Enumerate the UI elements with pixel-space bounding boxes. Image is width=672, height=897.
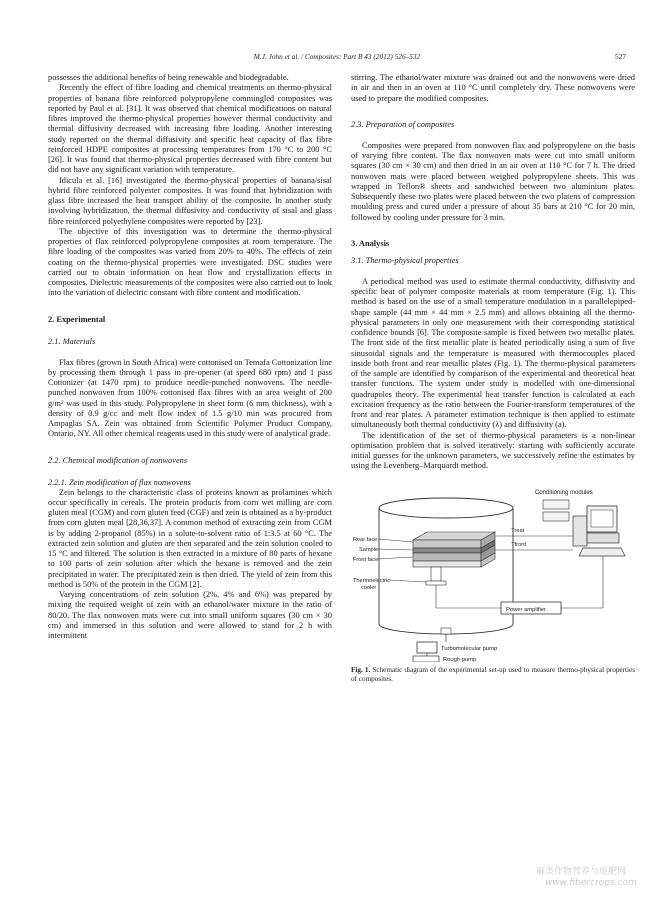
subsubsection-heading: 2.2.1. Zein modification of flax nonwovens — [48, 477, 191, 487]
turbomolecular-pump-label: Turbomolecular pump — [441, 645, 498, 652]
paragraph: Recently the effect of fibre loading and chemical treatments on thermo-physical properties of banana fibre reinforced polypropylene commingled composites was reported by Paul et al. [31]. It was observed that chemical modifications on natural fibres improved the thermo-physical properties however thermal conductivity and thermal diffusivity decreased with increasing fibre loading. Another interesting study reported on the thermal diffusivity and specific heat capacity of flax fibre reinforced HDPE composites at processing temperatures from 170 °C to 200 °C [26]. It was found that thermo-physical properties decreased with fibre content but did not have any significant variation with temperature. — [48, 83, 332, 175]
thermoelectric-label: Thermoelectric — [353, 577, 390, 584]
paragraph: The identification of the set of thermo-physical parameters is a non-linear optimisation problem that is solved iteratively: starting with sufficiently accurate initial guesses for the unknown parameters, we successively refine the estimates by using the Levenberg–Marquardt method. — [351, 430, 635, 471]
figure-caption — [351, 666, 635, 684]
subsection-heading: 2.3. Preparation of composites — [351, 119, 455, 129]
paragraph: Flax fibres (grown in South Africa) were cottonised on Temafa Cottonization line by processing them through 1 pass in pre-opener (at speed 680 rpm) and 1 pass Cottonizer (at 1470 rpm) to produce needle-punched nonwovens. The needle-punched nonwoven from 100% cottonised flax fibres with an area weight of 200 g/m² was used in this study. Polypropylene in sheet form (6 mm thickness), with a density of 0.9 g/cc and melt flow index of 1.5 g/10 min was procured from Ampaglas SA. Zein was obtained from Scientific Polymer Product Company, Ontario, NY. All other chemical reagents used in this study were of analytical grade. — [48, 357, 333, 439]
paragraph: A periodical method was used to estimate thermal conductivity, diffusivity and specific heat of polymer composite materials at room temperature (Fig. 1). This method is based on the use of a small temperature modulation in a parallelepiped-shape sample (44 mm × 44 mm × 2.5 mm) and allows obtaining all the thermo-physical parameters in only one measurement with their corresponding statistical confidence bounds [6]. The composite sample is fixed between two metallic plates. The front side of the first metallic plate is heated periodically using a sum of five sinusoidal signals and the temperature is measured with thermocouples placed inside both front and rear metallic plates (Fig. 1). The thermo-physical parameters of the sample are identified by comparison of the experimental and theoretical heat transfer functions. The system under study is modelled with one-dimensional quadrupoles theory. The experimental heat transfer function is calculated at each excitation frequency as the ratio between the Fourier-transform temperatures of the front and rear plates. A parameter estimation technique is then applied to estimate simultaneously both thermal conductivity (λ) and diffusivity (a). — [351, 276, 635, 430]
cooler-label: cooler — [361, 584, 377, 591]
paragraph: stirring. The ethanol/water mixture was drained out and the nonwovens were dried in air and then in an oven at 110 °C until completely dry. These nonwovens were used to prepare the modified composites. — [351, 73, 635, 103]
sample-stack — [413, 532, 495, 585]
section-heading: 3. Analysis — [351, 238, 390, 248]
rough-pump-label: Rough pump — [443, 656, 477, 662]
sample-label: Sample — [359, 546, 378, 553]
conditioning-label: Conditioning modules — [535, 489, 593, 496]
right-column — [351, 73, 635, 684]
power-amplifier-label: Power amplifier — [506, 606, 546, 613]
turbomolecular-pump-box — [417, 642, 437, 653]
left-column — [48, 73, 332, 641]
paragraph: Varying concentrations of zein solution (2%, 4% and 6%) was prepared by mixing the required weight of zein with an ethanol/water mixture in the ratio of 80/20. The flax nonwoven mats were cut into small uniform squares (30 cm × 30 cm) and immersed in this solution and were allowed to stand for 2 h with intermittent — [48, 590, 332, 640]
figure-1 — [351, 484, 635, 662]
trear-label: Trear — [511, 527, 525, 534]
computer-icon — [573, 506, 625, 556]
subsection-heading: 2.1. Materials — [48, 336, 96, 346]
paragraph: possesses the additional benefits of being renewable and biodegradable. — [48, 73, 289, 82]
watermark-text: 麻类作物营养与施肥网 — [536, 867, 627, 877]
paragraph: Composites were prepared from nonwoven flax and polypropylene on the basis of varying fibre content. The flax nonwoven mats were cut into small uniform squares (30 cm × 30 cm) and then dried in an air oven at 110 °C for 7 h. The dried nonwoven mats were placed between weighed polypropylene sheets. This was wrapped in Teflon® sheets and sandwiched between two aluminium plates. Subsequently these two plates were placed between the two platens of compression moulding press and cured under a pressure of about 35 bars at 210 °C for 20 min, followed by cooling under pressure for 3 min. — [351, 140, 635, 222]
subsection-heading: 3.1. Thermo-physical properties — [351, 255, 459, 265]
page-number: 527 — [615, 52, 626, 61]
paragraph: The objective of this investigation was to determine the thermo-physical properties of flax reinforced polypropylene composites at room temperature. The fibre loading of the composites was varied from 20% to 40%. The effects of zein coating on the thermo-physical properties were investigated. DSC studies were carried out to obtain information on heat flow and crystallization effects in composites. Dielectric measurements of the composites were also carried out to look into the variation of dielectric constant with fibre content and modification. — [48, 226, 332, 298]
paragraph: Idicula et al. [16] investigated the thermo-physical properties of banana/sisal hybrid fibre reinforced polyester composites. It was found that hybridization with glass fibre increased the heat transport ability of the composite. In another study involving hybridization, the thermal diffusivity and conductivity of sisal and glass fibre reinforced polyethylene composites were reported by [23]. — [48, 175, 332, 226]
tfront-label: Tfront — [511, 541, 527, 548]
caption-lead: Fig. 1. — [351, 665, 371, 674]
conditioning-module-boxes — [543, 500, 569, 521]
thermocouple-leads — [495, 536, 573, 550]
rough-pump-box — [413, 656, 439, 662]
caption-text: Schematic diagram of the experimental set-up used to measure thermo-physical properties of composites. — [351, 665, 635, 683]
running-header — [48, 52, 626, 64]
section-heading: 2. Experimental — [48, 314, 106, 324]
running-title: M.J. John et al. / Composites: Part B 43 (2012) 526–532 — [253, 52, 421, 61]
subsection-heading: 2.2. Chemical modification of nonwovens — [48, 455, 188, 465]
watermark-url: www.fibercrops.com — [545, 878, 637, 888]
paragraph: Zein belongs to the characteristic class of proteins known as prolamines which occur specifically in cereals. The protein products from corn wet milling are corn gluten meal (CGM) and corn gluten feed (CGF) and zein is obtained as a by-product from corn gluten meal [28,36,37]. A common method of extracting zein from CGM is by adding 2-propanol (85%) in a solute-to-solvent ratio of 1:3.5 at 60 °C. The extracted zein solution and gluten are then separated and the zein solution cooled to 15 °C and filtered. The solution is then extracted in a mixture of 80 parts of hexane to 100 parts of zein solution after which the hexane is removed and the zein precipitated in water. The precipitated zein is then dried. The yield of zein from this method is 50% of the protein in the CGM [2]. — [48, 487, 332, 589]
rear-face-label: Rear face — [353, 536, 378, 543]
front-face-label: Front face — [353, 556, 379, 563]
setup-diagram — [351, 484, 635, 662]
